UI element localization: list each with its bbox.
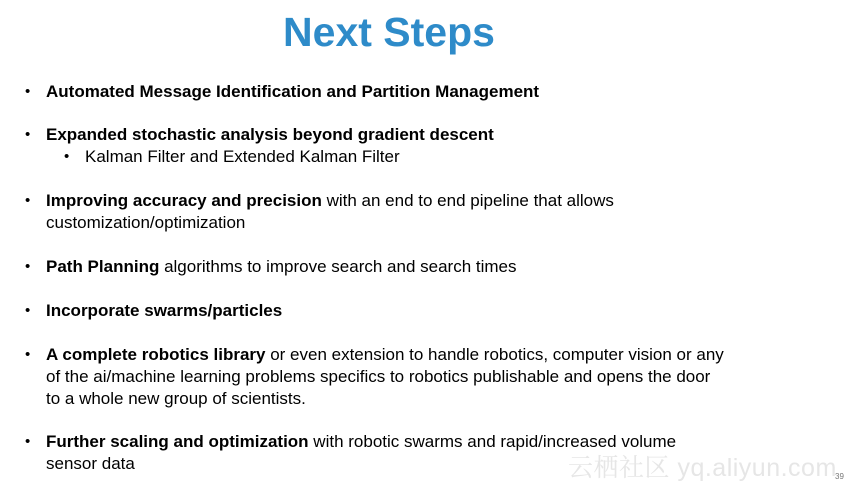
item-bold-text: Improving accuracy and precision xyxy=(46,191,322,210)
slide-title: Next Steps xyxy=(283,9,495,55)
list-item xyxy=(25,256,726,278)
item-text: with an end to end pipeline that allows customization/optimization xyxy=(46,191,614,232)
bullet-icon: • xyxy=(25,192,31,209)
bullet-icon: • xyxy=(25,126,31,143)
item-bold-text: Expanded stochastic analysis beyond gradient descent xyxy=(46,125,494,144)
bullet-icon: • xyxy=(25,433,31,450)
page-number: 39 xyxy=(835,472,844,481)
list-item xyxy=(25,124,726,146)
bullet-icon: • xyxy=(25,302,31,319)
sub-item-text: Kalman Filter and Extended Kalman Filter xyxy=(85,147,400,166)
list-item xyxy=(25,81,726,103)
item-bold-text: Path Planning xyxy=(46,257,160,276)
bullet-icon: • xyxy=(25,258,31,275)
watermark: 云栖社区 yq.aliyun.com xyxy=(568,454,837,482)
bullet-icon: • xyxy=(64,148,70,165)
list-item xyxy=(25,190,726,234)
sub-list-item xyxy=(64,146,685,168)
item-bold-text: Further scaling and optimization xyxy=(46,432,309,451)
list-item xyxy=(25,300,726,322)
item-text: algorithms to improve search and search times xyxy=(159,257,517,276)
item-bold-text: A complete robotics library xyxy=(46,345,266,364)
bullet-icon: • xyxy=(25,346,31,363)
item-bold-text: Automated Message Identification and Partition Management xyxy=(46,82,540,101)
item-bold-text: Incorporate swarms/particles xyxy=(46,301,283,320)
list-item xyxy=(25,344,726,410)
item-text: with robotic swarms and rapid/increased volume sensor data xyxy=(46,432,677,473)
item-text: or even extension to handle robotics, computer vision or any of the ai/machine learning problems specifics to robotics publishable and opens the door to a whole new group of scientists. xyxy=(46,345,724,408)
bullet-icon: • xyxy=(25,83,31,100)
